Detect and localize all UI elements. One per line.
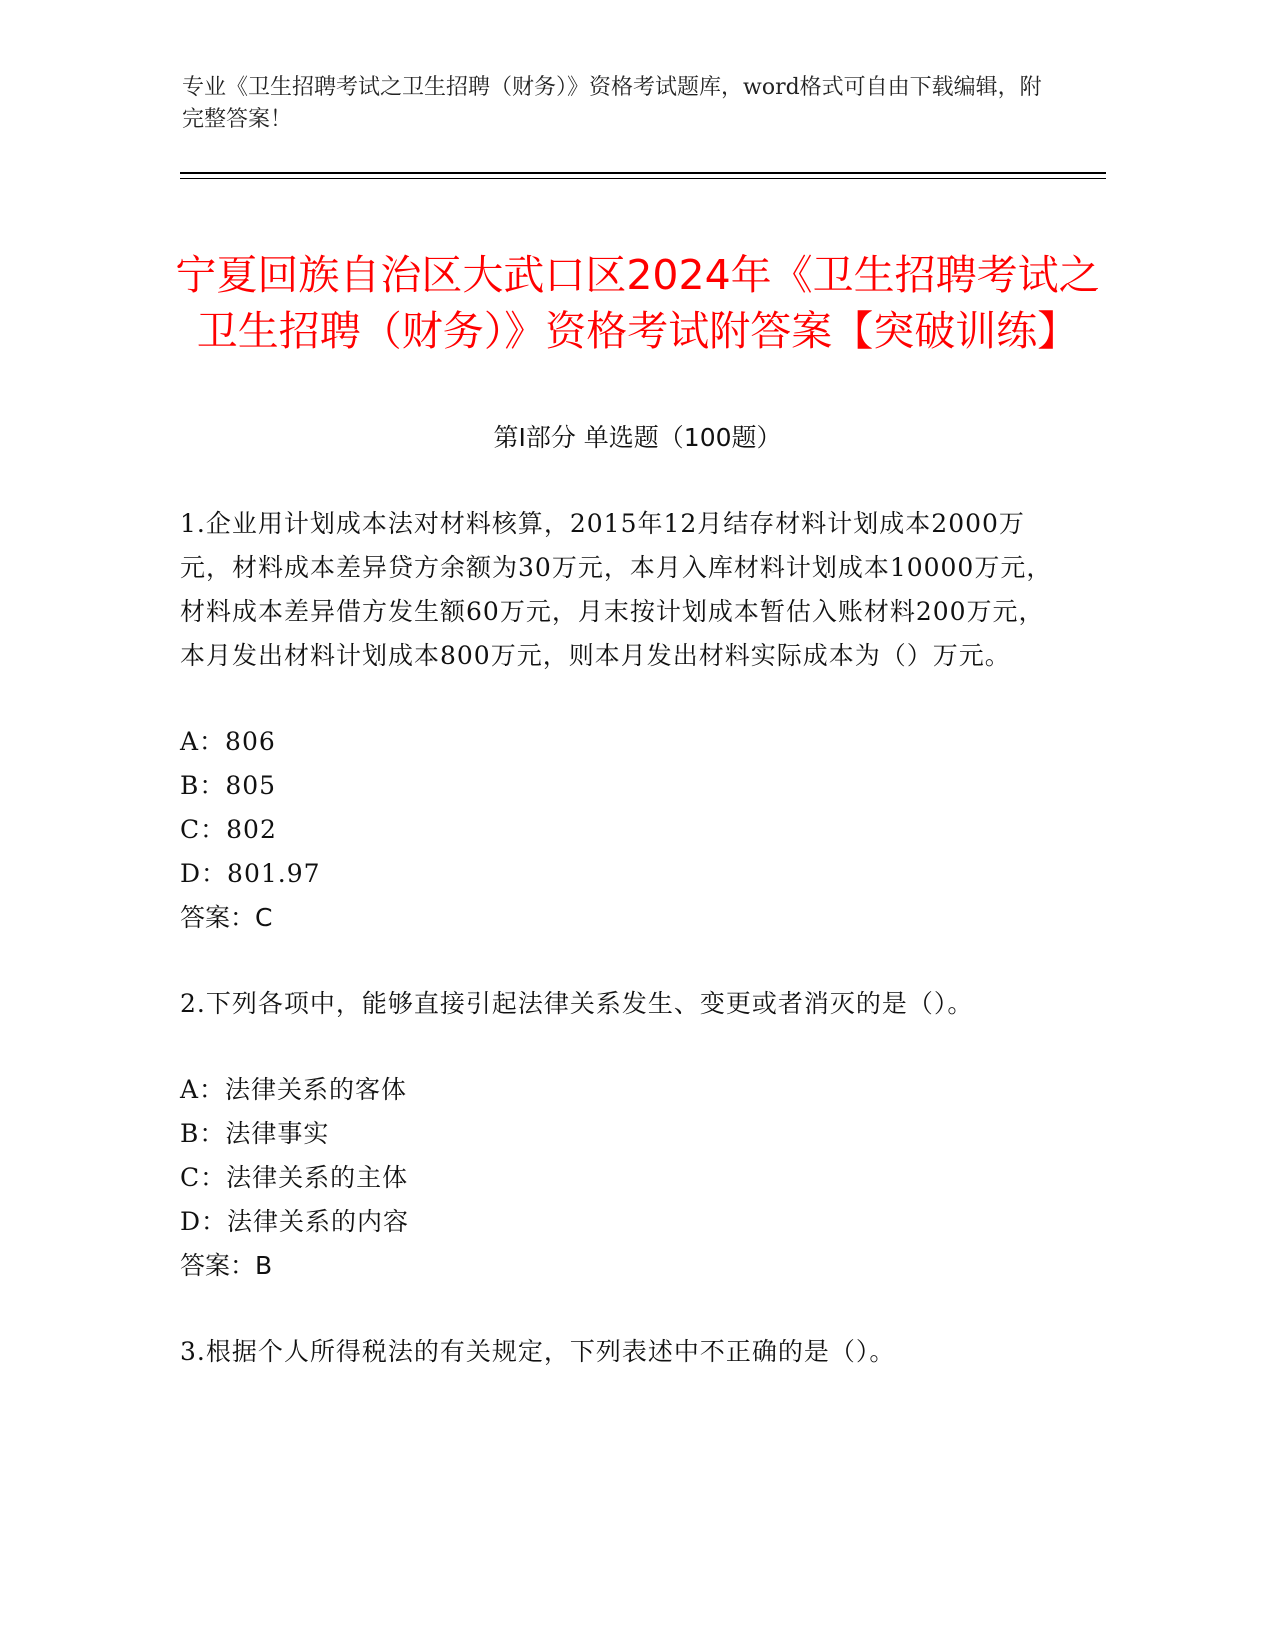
question-2-option-d: D：法律关系的内容: [180, 1207, 410, 1236]
question-3-stem: 3.根据个人所得税法的有关规定，下列表述中不正确的是（）。: [180, 1337, 896, 1366]
question-2-option-c: C：法律关系的主体: [180, 1163, 409, 1192]
question-2-stem: 2.下列各项中，能够直接引起法律关系发生、变更或者消灭的是（）。: [180, 989, 974, 1018]
header-note: 专业《卫生招聘考试之卫生招聘（财务）》资格考试题库，word格式可自由下载编辑，附完整答案！: [182, 75, 1042, 132]
header-divider: [180, 172, 1106, 174]
question-2-option-b: B：法律事实: [180, 1119, 330, 1148]
question-1-answer: 答案：C: [180, 903, 273, 932]
question-2-answer: 答案：B: [180, 1251, 273, 1280]
question-1-option-b: B：805: [180, 771, 277, 800]
question-1-stem: 1.企业用计划成本法对材料核算，2015年12月结存材料计划成本2000万元，材料成本差异贷方余额为30万元，本月入库材料计划成本10000万元，材料成本差异借方发生额60万元，月末按计划成本暂估入账材料200万元，本月发出材料计划成本800万元，则本月发出材料实际成本为（）万元。: [180, 509, 1053, 670]
question-1-option-c: C：802: [180, 815, 277, 844]
document-title: 宁夏回族自治区大武口区2024年《卫生招聘考试之卫生招聘（财务）》资格考试附答案【突破训练】: [175, 251, 1100, 356]
question-1-option-a: A：806: [180, 727, 276, 756]
question-2-option-a: A：法律关系的客体: [180, 1075, 408, 1104]
header-divider-thin: [180, 178, 1106, 179]
section-heading: 第I部分 单选题（100题）: [493, 423, 782, 452]
question-1-option-d: D：801.97: [180, 859, 321, 888]
